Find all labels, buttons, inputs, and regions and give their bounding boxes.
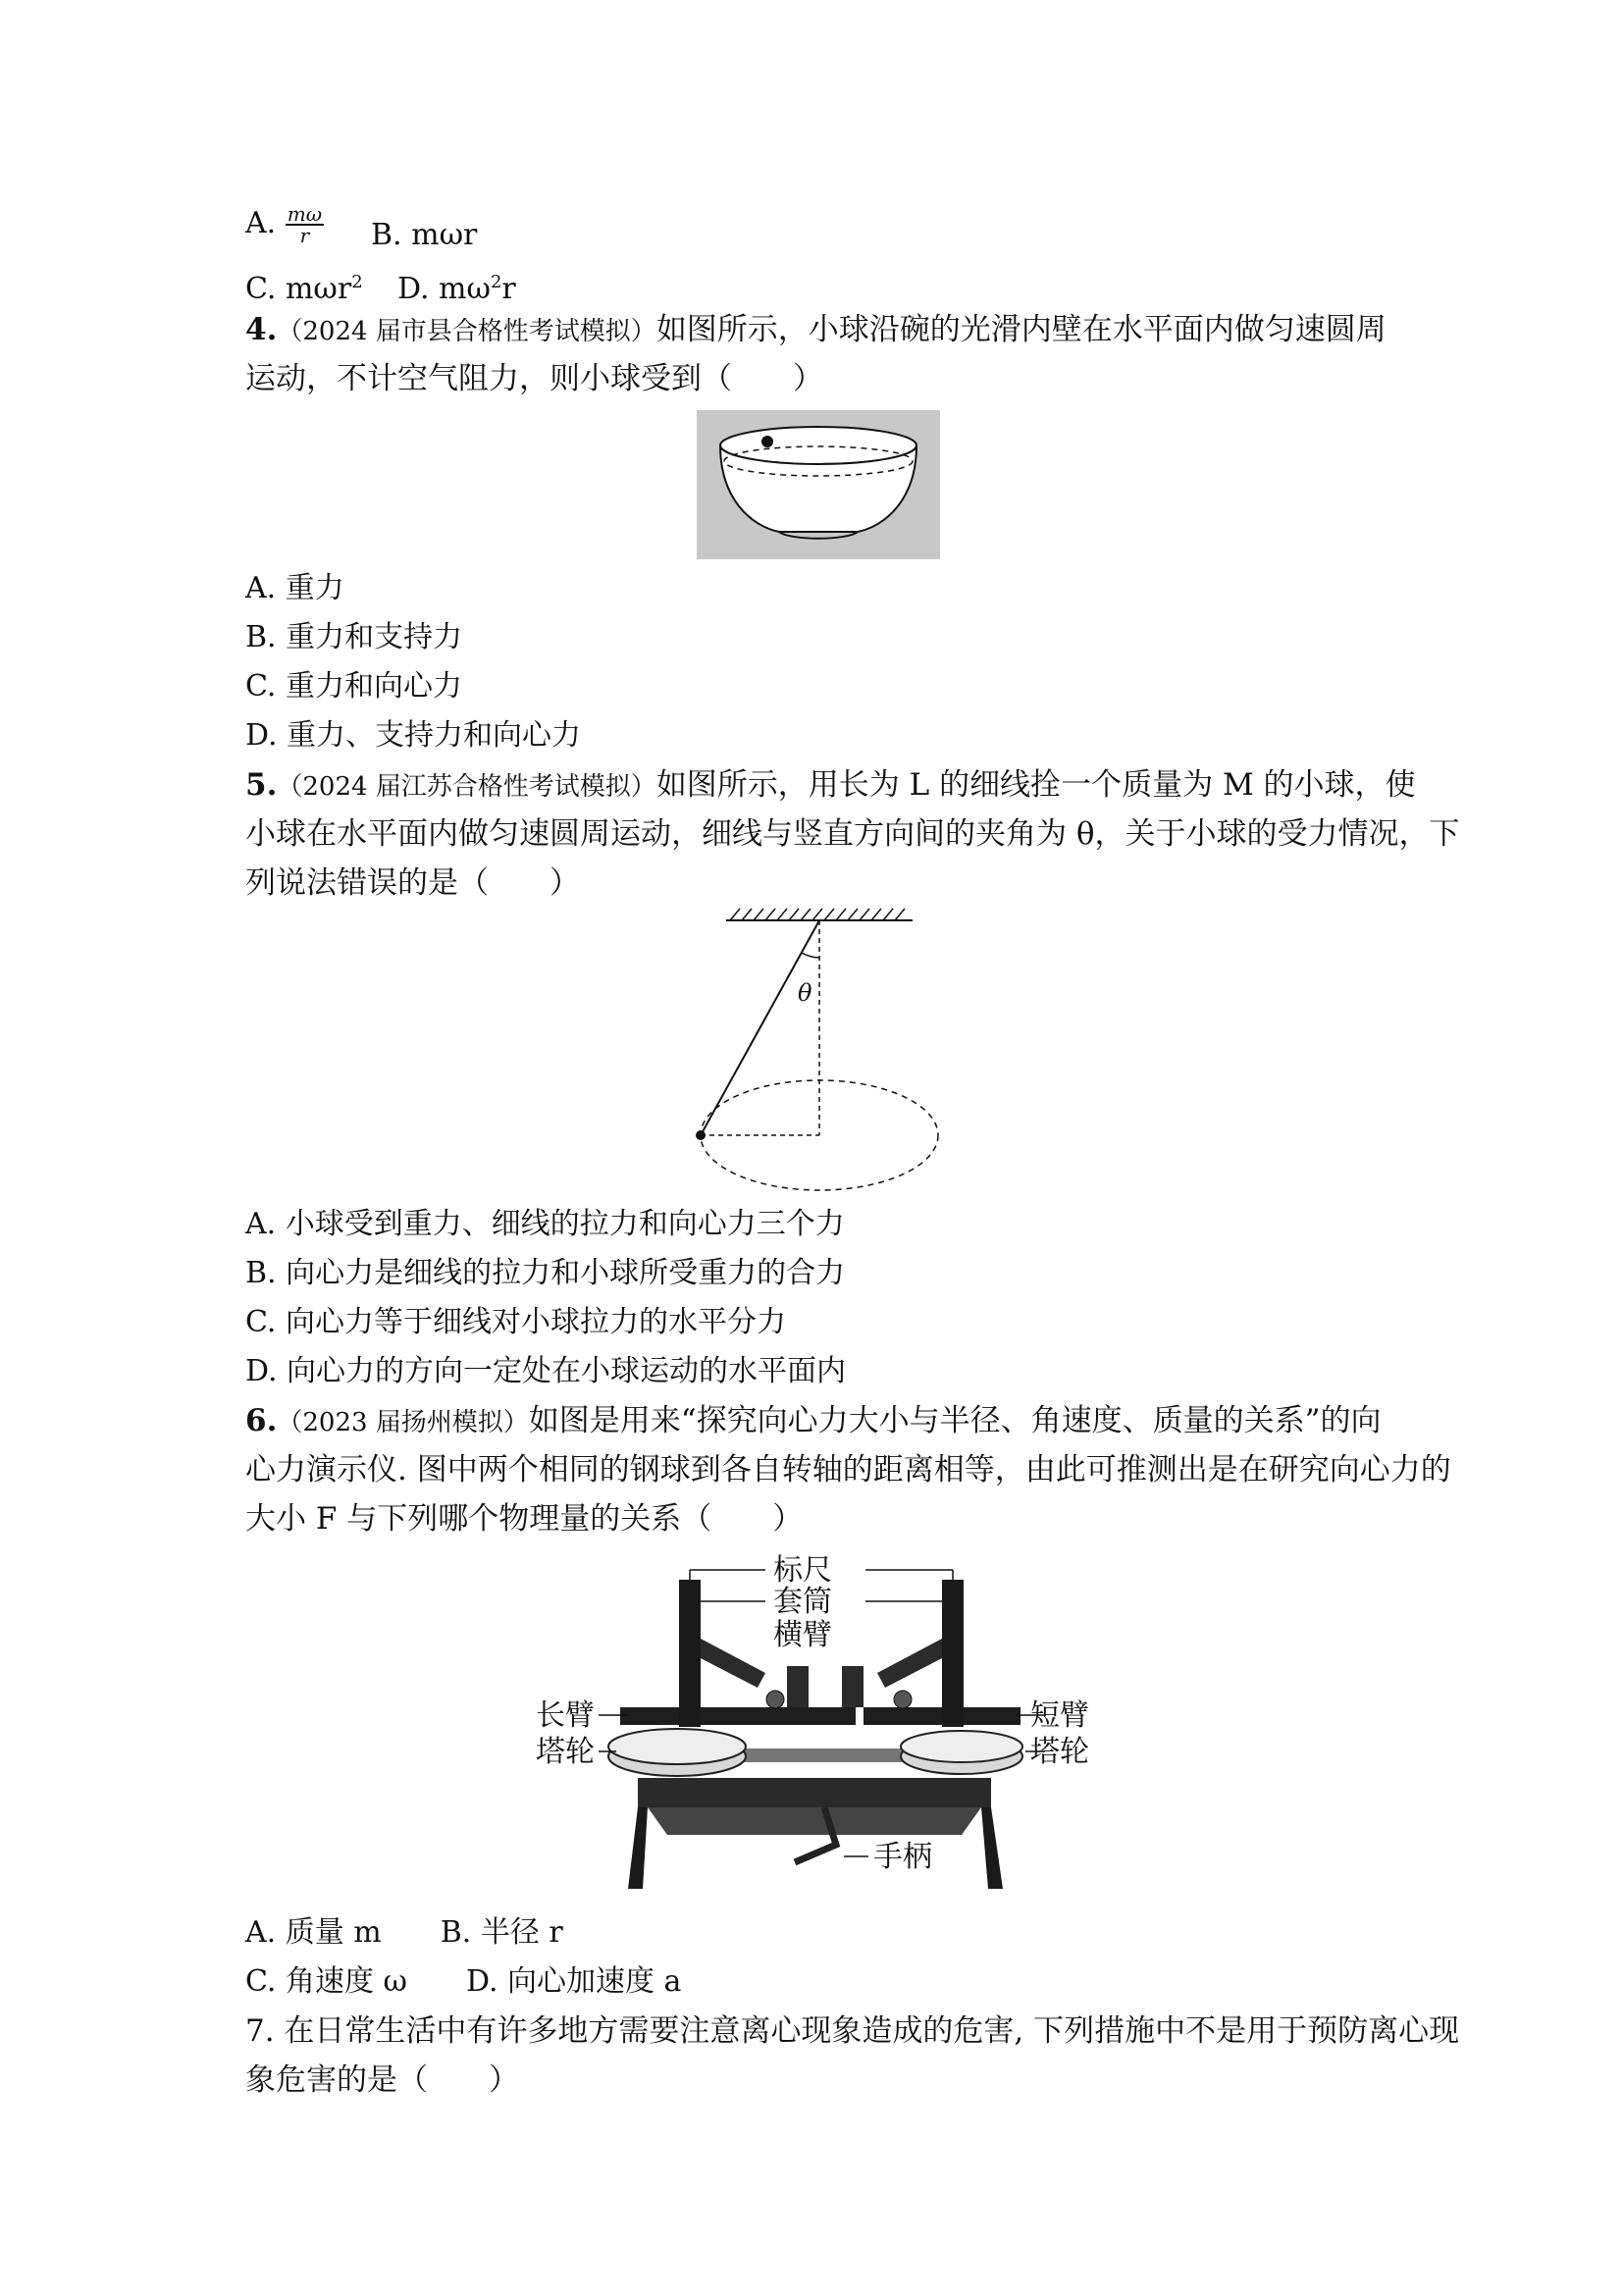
q4-stem-line2: 运动，不计空气阻力，则小球受到（ ）: [245, 361, 823, 396]
q6-options-ab: A. 质量 m B. 半径 r: [245, 1915, 563, 1950]
left-column: [679, 1580, 701, 1727]
q4-option-d: D. 重力、支持力和向心力: [245, 718, 582, 753]
label-long-arm: 长臂: [536, 1698, 595, 1733]
q6-source: （2023 届扬州模拟）: [277, 1408, 529, 1437]
label-sleeve: 套筒: [773, 1585, 832, 1619]
center-post-left: [787, 1666, 809, 1707]
label-scale: 标尺: [773, 1553, 832, 1588]
steel-ball-left: [766, 1691, 784, 1708]
tower-wheel-left-top: [608, 1729, 746, 1764]
q5-stem-line3: 列说法错误的是（ ）: [245, 865, 580, 901]
base-leg-left: [628, 1807, 648, 1889]
q3-option-d: [397, 263, 516, 309]
q3-option-a-label: A.: [245, 206, 277, 240]
q3-option-a-fraction: [286, 204, 324, 245]
q3-option-a: [245, 204, 324, 245]
q5-stem-line1: [245, 765, 1416, 807]
q4-text1: 如图所示，小球沿碗的光滑内壁在水平面内做匀速圆周: [655, 312, 1387, 347]
theta-label: θ: [798, 979, 812, 1007]
q6-stem-line1: [245, 1401, 1382, 1442]
q3-option-d-text: D. mω: [397, 272, 491, 306]
q4-option-b: B. 重力和支持力: [245, 620, 463, 654]
q4-option-c: C. 重力和向心力: [245, 669, 462, 704]
q5-text1: 如图所示，用长为 L 的细线拴一个质量为 M 的小球，使: [655, 767, 1416, 803]
steel-ball-right: [894, 1691, 912, 1708]
q4-number: 4.: [245, 312, 278, 347]
q5-option-c: C. 向心力等于细线对小球拉力的水平分力: [245, 1305, 786, 1339]
q5-option-d: D. 向心力的方向一定处在小球运动的水平面内: [245, 1354, 847, 1388]
q5-number: 5.: [245, 767, 278, 803]
q6-number: 6.: [245, 1403, 278, 1438]
q7-stem-line1: 7. 在日常生活中有许多地方需要注意离心现象造成的危害, 下列措施中不是用于预防离心现: [245, 2013, 1460, 2049]
center-post-right: [842, 1666, 864, 1707]
label-tower-wheel-right: 塔轮: [1030, 1735, 1089, 1769]
q3-option-a-numerator: mω: [287, 202, 323, 226]
q3-option-d-sup: 2: [490, 272, 502, 292]
tower-wheel-right-top: [901, 1731, 1022, 1762]
base-leg-right: [981, 1807, 1003, 1889]
pendulum-figure: [687, 903, 952, 1197]
right-column: [942, 1580, 964, 1727]
apparatus-base: [638, 1778, 991, 1807]
q4-source: （2024 届市县合格性考试模拟）: [277, 317, 656, 346]
q4-stem-line1: [245, 310, 1387, 351]
base-apron: [648, 1807, 981, 1835]
q5-option-a: A. 小球受到重力、细线的拉力和向心力三个力: [245, 1207, 845, 1241]
label-short-arm: 短臂: [1030, 1698, 1089, 1733]
q3-option-c-text: C. mωr: [245, 272, 352, 306]
cross-arm-right: [877, 1639, 942, 1688]
q5-source: （2024 届江苏合格性考试模拟）: [277, 772, 656, 802]
pendulum-ball: [696, 1130, 706, 1140]
q6-stem-line3: 大小 F 与下列哪个物理量的关系（ ）: [245, 1501, 804, 1537]
ceiling-hatch: [730, 909, 905, 920]
q5-stem-line2: 小球在水平面内做匀速圆周运动，细线与竖直方向间的夹角为 θ，关于小球的受力情况，下: [245, 816, 1460, 852]
cross-arm-left: [701, 1639, 765, 1688]
q3-option-a-denominator: r: [299, 224, 310, 247]
theta-arc: [802, 953, 819, 958]
string-line: [701, 920, 819, 1135]
long-arm: [620, 1707, 856, 1725]
q6-options-cd: C. 角速度 ω D. 向心加速度 a: [245, 1964, 682, 1999]
q3-option-c-sup: 2: [351, 272, 363, 292]
q4-option-a: A. 重力: [245, 571, 344, 605]
label-handle: 手柄: [873, 1840, 932, 1874]
q3-option-b: B. mωr: [371, 218, 478, 252]
ball: [761, 436, 773, 447]
q3-option-d-tail: r: [501, 272, 516, 306]
label-tower-wheel-left: 塔轮: [536, 1735, 595, 1769]
q3-option-c: [245, 263, 363, 309]
centripetal-apparatus-figure: [530, 1550, 1099, 1894]
q6-text1: 如图是用来“探究向心力大小与半径、角速度、质量的关系”的向: [528, 1403, 1382, 1438]
label-cross-arm: 横臂: [773, 1618, 832, 1652]
q7-stem-line2: 象危害的是（ ）: [245, 2062, 519, 2098]
q5-option-b: B. 向心力是细线的拉力和小球所受重力的合力: [245, 1256, 846, 1290]
q6-stem-line2: 心力演示仪. 图中两个相同的钢球到各自转轴的距离相等，由此可推测出是在研究向心力的: [245, 1452, 1451, 1487]
bowl-figure: [697, 410, 940, 559]
